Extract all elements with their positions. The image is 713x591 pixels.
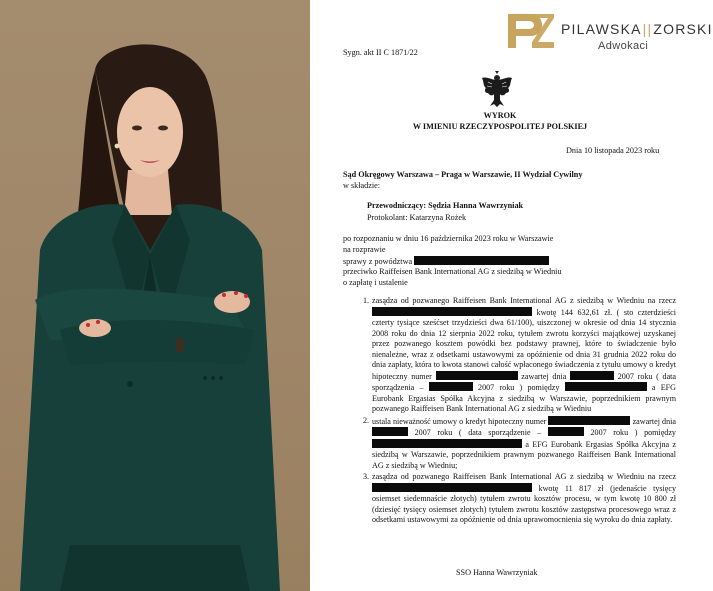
redacted-block [570,371,614,380]
judgment-subtitle: W IMIENIU RZECZYPOSPOLITEJ POLSKIEJ [412,122,588,131]
case-signature: Sygn. akt II C 1871/22 [343,48,418,57]
hearing-line: o zapłatę i ustalenie [343,278,408,287]
list-item: 3. zasądza od pozwanego Raiffeisen Bank International AG z siedzibą w Wiedniu na rzecz kwotę 11 817 zł (jedenaście tysięcy osiemset siedemnaście złotych) tytułem zwrotu kosztów procesu, w tym kwotę 10 800 zł (dziesięć tysięcy osiemset złotych) tytułem zwrotu kosztów zastępstwa procesowego wraz z odsetkami ustawowymi za opóźnienie od dnia uprawomocnienia się wyroku do dnia zapłaty. [363,472,677,524]
redacted-block [372,307,532,316]
court-judgment-document [310,0,713,591]
redacted-block [372,439,522,448]
redacted-block [548,427,584,436]
redacted-block [548,416,630,425]
hearing-line: sprawy z powództwa [343,256,549,267]
polish-eagle-emblem-icon [480,70,514,108]
list-item: 2. ustala nieważność umowy o kredyt hipoteczny numer zawartej dnia 2007 roku ( data sporządzenie – 2007 roku ) pomiędzy a EFG Eurobank Ergasias Spółka Akcyjna z siedzibą w Warszawie, poprzednikiem prawnym pozwanego Raiffeisen Bank International AG z siedzibą w Wiedniu; [363,415,677,470]
presiding-judge: Przewodniczący: Sędzia Hanna Wawrzyniak [367,201,524,210]
court-clerk: Protokolant: Katarzyna Rożek [367,213,467,222]
firm-subtitle: Adwokaci [598,40,649,52]
list-item: 1. zasądza od pozwanego Raiffeisen Bank International AG z siedzibą w Wiedniu na rzecz kwotę 144 632,61 zł. ( sto czterdzieści czterty tysiące sześćset trzydzieści dwa 61/100), uiszczonej w okresie od dnia 14 stycznia 2008 roku do dnia 12 sierpnia 2022 roku, tytułem zwrotu korzyści majątkowej uzyskanej przez pozwanego kosztem powódki bez podstawy prawnej, które to świadczenie było nienależne, wraz z odsetkami ustawowymi za opóźnienie od dnia 31 grudnia 2022 roku do dnia zapłaty, która to kwota stanowi całość wpłaconego świadczenia z tytułu umowy o kredyt hipoteczny numer zawartej dnia 2007 roku ( data sporządzenia – 2007 roku ) pomiędzy a EFG Eurobank Ergasias Spółka Akcyjna z siedzibą w Warszawie, poprzednikiem prawnym pozwanego Raiffeisen Bank International AG z siedzibą w Wiedniu [363,296,677,413]
redacted-block [372,427,408,436]
firm-logo [506,12,713,52]
redacted-block [414,256,549,265]
pz-monogram-icon [506,12,554,50]
hearing-line: na rozprawie [343,245,386,254]
redacted-block [436,371,518,380]
composition-label: w składzie: [343,181,381,190]
judgment-date: Dnia 10 listopada 2023 roku [566,146,660,155]
judge-signoff: SSO Hanna Wawrzyniak [456,568,538,577]
hearing-line: po rozpoznaniu w dniu 16 października 2023 roku w Warszawie [343,234,554,243]
hearing-line: przeciwko Raiffeisen Bank International AG z siedzibą w Wiedniu [343,267,562,276]
redacted-block [372,483,532,492]
judgment-title: WYROK [483,111,517,120]
firm-name: PILAWSKA||ZORSKI [561,21,713,37]
redacted-block [429,382,473,391]
judgment-points-list [358,296,676,526]
redacted-block [565,382,647,391]
lawyer-portrait-photo [0,0,310,591]
court-name: Sąd Okręgowy Warszawa – Praga w Warszawie, II Wydział Cywilny [343,170,583,179]
